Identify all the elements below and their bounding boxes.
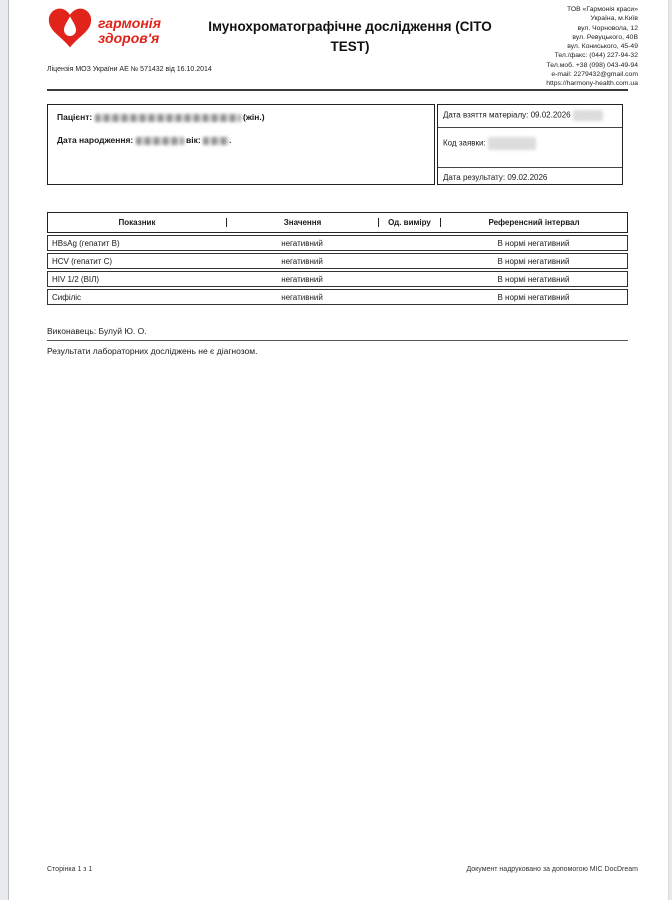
cell-value: негативний: [281, 256, 323, 266]
viewer-gutter-left: [0, 0, 9, 900]
age-suffix: .: [229, 135, 232, 145]
table-row: [47, 271, 628, 287]
cell-reference: В нормі негативний: [497, 256, 570, 266]
result-date-row: [438, 168, 622, 184]
contact-line: Тел.моб. +38 (098) 043-49-94: [546, 61, 638, 69]
table-row: [47, 235, 628, 251]
logo-line2: здоров'я: [98, 30, 160, 46]
disclaimer-line: Результати лабораторних досліджень не є діагнозом.: [47, 346, 258, 356]
results-table-body: [47, 235, 628, 305]
contact-line: вул. Кониського, 45-49: [567, 43, 638, 51]
contact-line: https://harmony-health.com.ua: [546, 80, 638, 88]
cell-indicator: HIV 1/2 (ВІЛ): [52, 274, 100, 284]
request-code-redacted: [488, 137, 536, 150]
cell-value: негативний: [281, 292, 323, 302]
executor-line: Виконавець: Булуй Ю. О.: [47, 326, 147, 336]
dob-label: Дата народження:: [57, 135, 134, 145]
cell-reference: В нормі негативний: [497, 238, 570, 248]
result-date-value: 09.02.2026: [507, 173, 548, 182]
clinic-contact-block: [546, 5, 638, 89]
viewer-gutter-right: [668, 0, 672, 900]
clinic-logo-text: [98, 16, 161, 46]
table-row: [47, 253, 628, 269]
request-info-box: [437, 104, 623, 185]
result-date-label: Дата результату:: [443, 173, 506, 182]
age-redacted: [203, 135, 232, 145]
contact-line: вул. Чорновола, 12: [577, 24, 638, 32]
cell-indicator: HBsAg (гепатит B): [52, 238, 120, 248]
material-date-value: 09.02.2026: [530, 110, 571, 120]
age-label: вік:: [186, 135, 201, 145]
patient-name-redacted: [95, 114, 241, 122]
patient-gender: (жін.): [243, 112, 265, 122]
contact-line: e-mail: 2279432@gmail.com: [551, 71, 638, 79]
col-header-reference: Референсний інтервал: [440, 218, 627, 227]
material-date-label: Дата взяття матеріалу:: [443, 110, 529, 120]
page-number: Сторінка 1 з 1: [47, 866, 93, 873]
dob-redacted: [136, 137, 184, 145]
request-code-row: [438, 128, 622, 168]
material-time-redacted: [573, 110, 603, 121]
patient-label: Пацієнт:: [57, 112, 93, 122]
cell-indicator: HCV (гепатит C): [52, 256, 113, 266]
document-title: Імунохроматографічне дослідження (CITO TEST): [208, 19, 492, 54]
heart-drop-logo-icon: [48, 8, 92, 54]
cell-reference: В нормі негативний: [497, 274, 570, 284]
cell-reference: В нормі негативний: [497, 292, 570, 302]
printed-with-note: Документ надруковано за допомогою МІС DocDream: [466, 866, 638, 873]
cell-indicator: Сифіліс: [52, 292, 82, 302]
col-header-unit: Од. виміру: [378, 218, 440, 227]
col-header-indicator: Показник: [118, 218, 156, 227]
header-divider: [47, 89, 628, 91]
results-table: [47, 212, 628, 305]
cell-value: негативний: [281, 274, 323, 284]
logo-line1: гармонія: [98, 15, 161, 31]
patient-info-box: [47, 104, 435, 185]
contact-line: Тел./факс: (044) 227-94-32: [554, 52, 638, 60]
col-header-value: Значення: [226, 218, 378, 227]
request-code-label: Код заявки:: [443, 138, 486, 148]
contact-line: вул. Ревуцького, 40В: [572, 33, 638, 41]
contact-line: ТОВ «Гармонія краси»: [567, 6, 638, 13]
material-date-row: [438, 105, 622, 128]
contact-line: Україна, м.Київ: [590, 15, 638, 23]
executor-divider: [47, 340, 628, 341]
patient-name-row: [57, 112, 425, 122]
cell-value: негативний: [281, 238, 323, 248]
table-row: [47, 289, 628, 305]
results-table-header: [47, 212, 628, 233]
clinic-logo: [48, 8, 161, 54]
report-page: [10, 0, 668, 900]
license-line: Ліцензія МОЗ України АЕ № 571432 від 16.10.2014: [47, 66, 212, 73]
patient-dob-row: [57, 135, 425, 145]
